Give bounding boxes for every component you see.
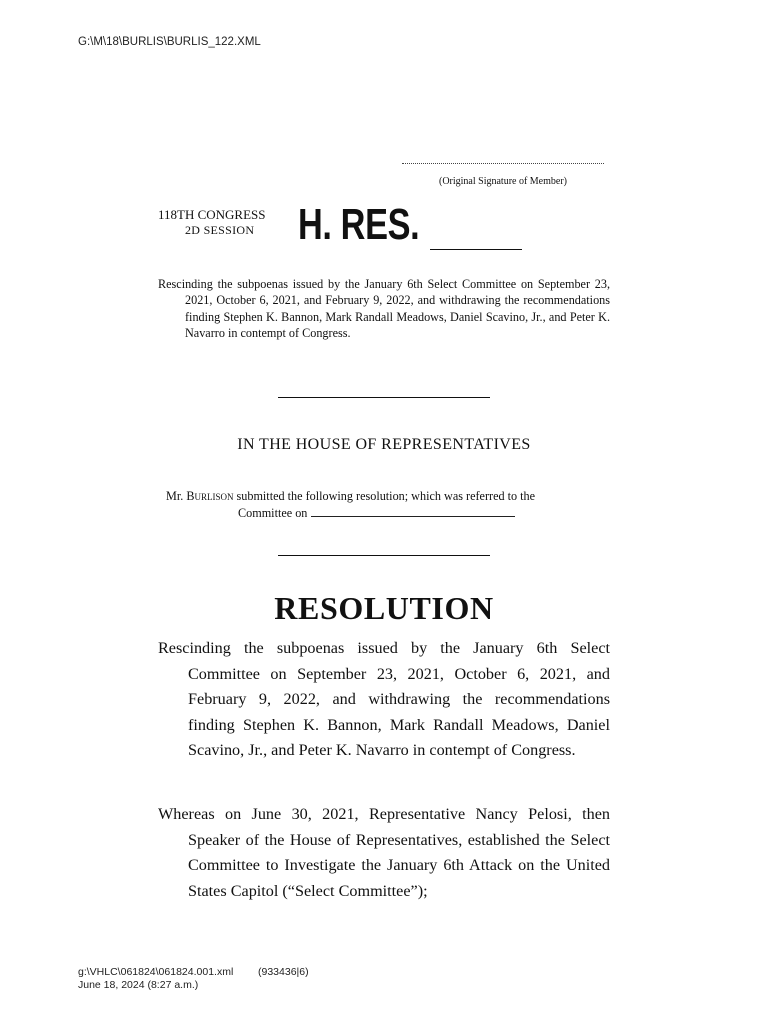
whereas-clause: Whereas on June 30, 2021, Representative Nancy Pelosi, then Speaker of the House of Representatives, established the Select Committee to Investigate the January 6th Attack on the United States Capitol (“Select Committee”); bbox=[158, 805, 610, 900]
bill-number-blank bbox=[430, 249, 522, 250]
house-heading: IN THE HOUSE OF REPRESENTATIVES bbox=[237, 436, 531, 453]
footer-code: (933436|6) bbox=[258, 966, 309, 978]
resolution-title: Rescinding the subpoenas issued by the January 6th Select Committee on September 23, 2021, October 6, 2021, and February 9, 2022, and withdrawing the recommendations finding Stephen K. Bannon, Mark Randall Meadows, Daniel Scavino, Jr., and Peter K. Navarro in contempt of Congress. bbox=[158, 639, 610, 760]
file-path: G:\M\18\BURLIS\BURLIS_122.XML bbox=[78, 36, 261, 48]
signature-caption: (Original Signature of Member) bbox=[438, 176, 568, 187]
signature-line bbox=[402, 163, 604, 164]
divider-rule bbox=[278, 555, 490, 556]
committee-blank bbox=[311, 507, 515, 517]
bill-summary: Rescinding the subpoenas issued by the January 6th Select Committee on September 23, 2021, October 6, 2021, and February 9, 2022, and withdrawing the recommendations finding Stephen K. Bannon, Mark Randall Meadows, Daniel Scavino, Jr., and Peter K. Navarro in contempt of Congress. bbox=[158, 277, 610, 341]
resolution-heading: RESOLUTION bbox=[274, 590, 494, 626]
sponsor-prefix: Mr. bbox=[166, 489, 184, 503]
sponsor-name: Burlison bbox=[186, 489, 234, 503]
footer-date: June 18, 2024 (8:27 a.m.) bbox=[78, 979, 199, 991]
submission-statement bbox=[166, 488, 606, 521]
congress-label: 118TH CONGRESS bbox=[158, 207, 266, 222]
footer-file-ref: g:\VHLC\061824\061824.001.xml bbox=[78, 966, 234, 978]
bill-designation: H. RES. bbox=[298, 200, 420, 249]
submission-text: submitted the following resolution; which was referred to the bbox=[236, 489, 536, 503]
session-label: 2D SESSION bbox=[185, 223, 255, 237]
footer-file-info bbox=[78, 966, 233, 992]
divider-rule bbox=[278, 397, 490, 398]
committee-label: Committee on bbox=[238, 505, 308, 520]
